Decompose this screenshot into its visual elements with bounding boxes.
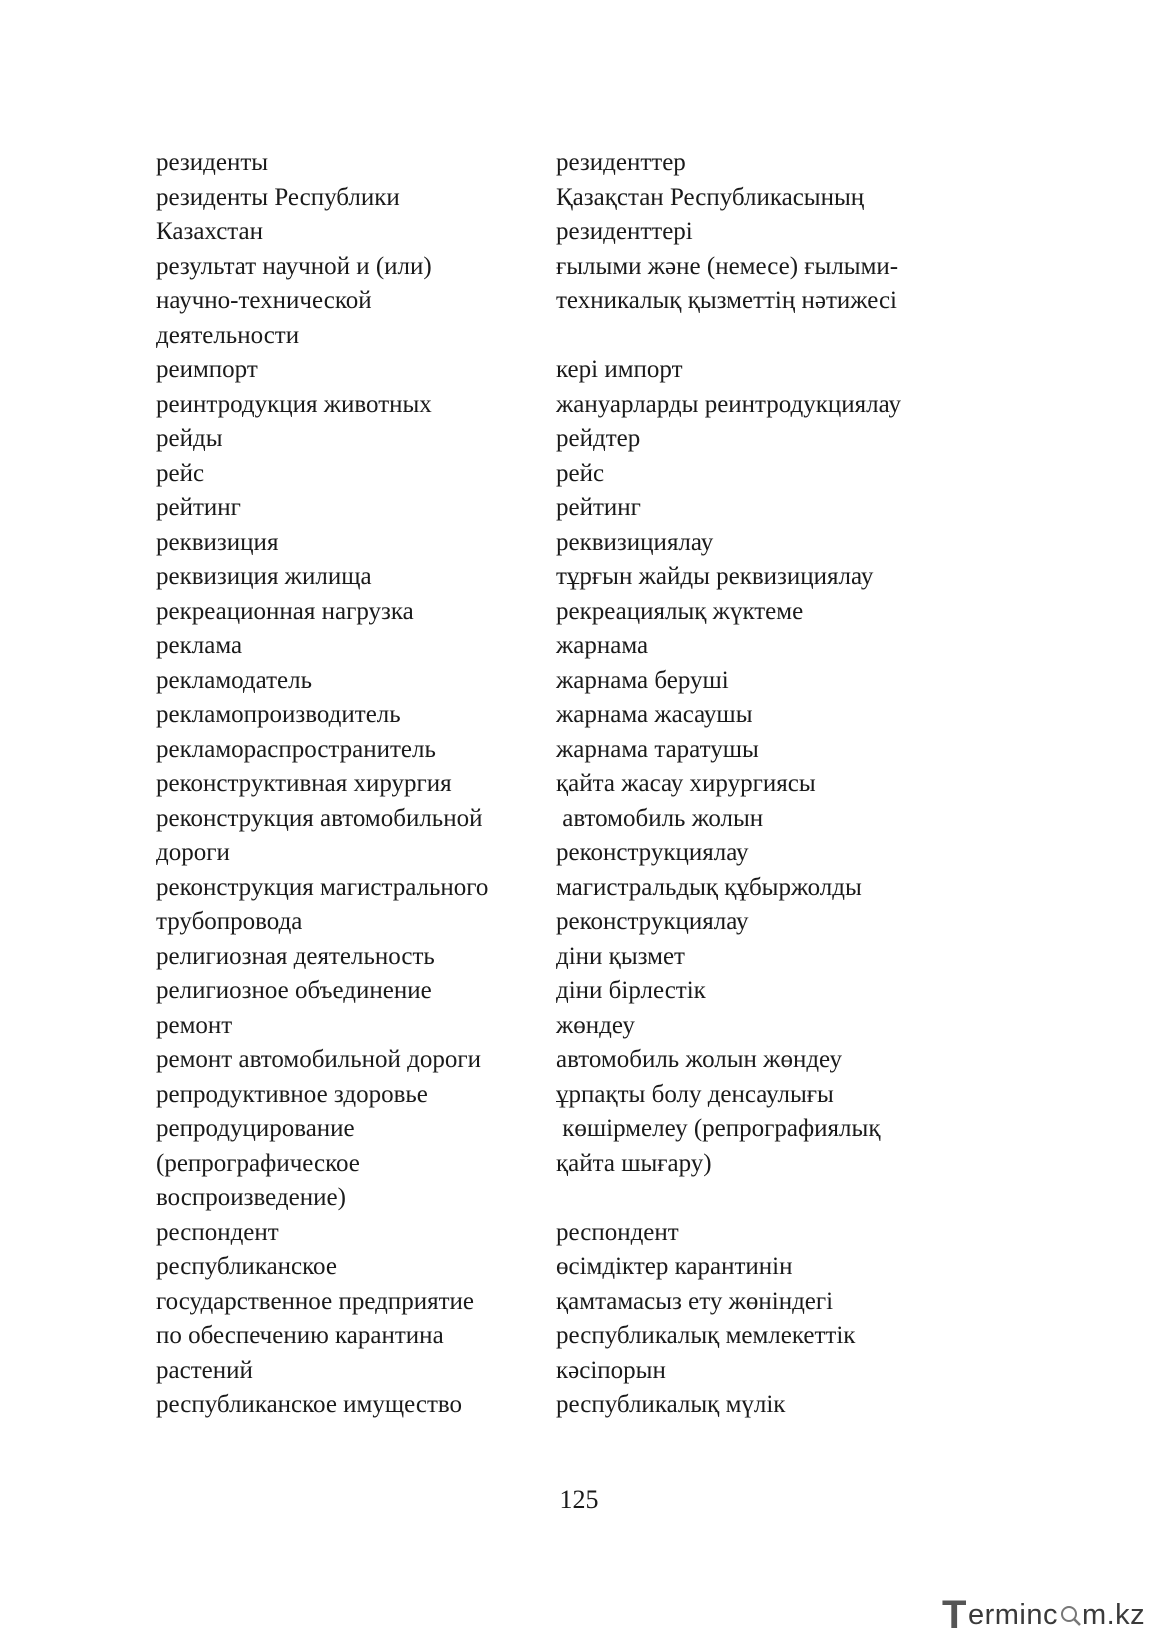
- glossary-entry: [156, 1112, 976, 1216]
- kazakh-term: Қазақстан Республикасының резиденттері: [556, 183, 865, 245]
- glossary-entry: [156, 1250, 976, 1388]
- kazakh-term: автомобиль жолын реконструкциялау: [556, 804, 764, 866]
- russian-term: реквизиция жилища: [156, 563, 372, 590]
- glossary-entry: [156, 1009, 976, 1044]
- russian-term: реимпорт: [156, 356, 258, 383]
- russian-term: республиканское государственное предприятие по обеспечению карантина растений: [156, 1253, 474, 1384]
- russian-term: рейды: [156, 425, 223, 452]
- kazakh-term: автомобиль жолын жөндеу: [556, 1046, 843, 1073]
- russian-term: рейс: [156, 459, 205, 487]
- glossary-entry: [156, 974, 976, 1009]
- russian-term: рекламопроизводитель: [156, 701, 401, 728]
- russian-term: реконструкция автомобильной дороги: [156, 804, 483, 866]
- kazakh-term: республикалық мүлік: [556, 1391, 786, 1418]
- russian-term: реконструктивная хирургия: [156, 770, 452, 797]
- russian-term: рекреационная нагрузка: [156, 597, 414, 625]
- glossary-entry: [156, 388, 976, 423]
- kazakh-term: рекреациялық жүктеме: [556, 597, 804, 625]
- russian-term: резиденты Республики Казахстан: [156, 183, 400, 245]
- page-number: 125: [559, 1485, 599, 1514]
- kazakh-term: діни бірлестік: [556, 977, 706, 1004]
- kazakh-term: қайта жасау хирургиясы: [556, 770, 816, 797]
- site-watermark: [942, 1593, 1146, 1637]
- kazakh-term: реквизициялау: [556, 528, 714, 556]
- glossary-entry: [156, 629, 976, 664]
- glossary-entry: [156, 1216, 976, 1251]
- kazakh-term: респондент: [556, 1218, 679, 1246]
- russian-term: ремонт автомобильной дороги: [156, 1046, 482, 1073]
- glossary-entry: [156, 146, 976, 181]
- glossary-entry: [156, 526, 976, 561]
- glossary-entry: [156, 491, 976, 526]
- kazakh-term: көшірмелеу (репрографиялық қайта шығару): [556, 1115, 881, 1177]
- russian-term: результат научной и (или) научно-технической деятельности: [156, 252, 432, 349]
- glossary-entry: [156, 560, 976, 595]
- russian-term: реинтродукция животных: [156, 390, 432, 418]
- kazakh-term: өсімдіктер карантинін қамтамасыз ету жөніндегі республикалық мемлекеттік кәсіпорын: [556, 1253, 856, 1384]
- watermark-text-part1: erminc: [967, 1598, 1058, 1631]
- kazakh-term: жарнама беруші: [556, 666, 729, 694]
- kazakh-term: діни қызмет: [556, 942, 685, 970]
- kazakh-term: жөндеу: [556, 1011, 635, 1039]
- glossary-entry: [156, 1078, 976, 1113]
- kazakh-term: жарнама: [556, 632, 649, 659]
- glossary-entry: [156, 457, 976, 492]
- kazakh-term: ғылыми және (немесе) ғылыми- техникалық қызметтің нәтижесі: [556, 252, 899, 314]
- russian-term: реклама: [156, 632, 243, 659]
- kazakh-term: рейдтер: [556, 425, 641, 452]
- glossary-entry: [156, 733, 976, 768]
- glossary-entry: [156, 767, 976, 802]
- russian-term: республиканское имущество: [156, 1391, 463, 1418]
- russian-term: рейтинг: [156, 494, 241, 521]
- kazakh-term: ұрпақты болу денсаулығы: [556, 1080, 834, 1108]
- kazakh-term: магистральдық құбыржолды реконструкциялау: [556, 873, 862, 935]
- russian-term: респондент: [156, 1218, 279, 1246]
- kazakh-term: тұрғын жайды реквизициялау: [556, 563, 874, 590]
- glossary-entry: [156, 181, 976, 250]
- kazakh-term: жарнама жасаушы: [556, 701, 753, 728]
- kazakh-term: кері импорт: [556, 356, 683, 383]
- glossary-table: [156, 146, 976, 1423]
- kazakh-term: рейс: [556, 459, 605, 487]
- glossary-entry: [156, 1043, 976, 1078]
- russian-term: религиозная деятельность: [156, 942, 435, 970]
- watermark-text-part2: m.kz: [1081, 1598, 1146, 1631]
- glossary-entry: [156, 422, 976, 457]
- russian-term: рекламодатель: [156, 666, 312, 694]
- russian-term: репродуктивное здоровье: [156, 1080, 428, 1108]
- russian-term: ремонт: [156, 1011, 233, 1039]
- magnifier-icon: [1059, 1604, 1081, 1626]
- russian-term: религиозное объединение: [156, 977, 432, 1004]
- glossary-entry: [156, 871, 976, 940]
- glossary-entry: [156, 664, 976, 699]
- russian-term: резиденты: [156, 149, 269, 176]
- kazakh-term: резиденттер: [556, 149, 686, 176]
- glossary-entry: [156, 1388, 976, 1423]
- watermark-first-letter: T: [942, 1593, 967, 1637]
- kazakh-term: рейтинг: [556, 494, 641, 521]
- glossary-entry: [156, 595, 976, 630]
- glossary-entry: [156, 940, 976, 975]
- glossary-entry: [156, 802, 976, 871]
- glossary-entry: [156, 250, 976, 354]
- kazakh-term: жарнама таратушы: [556, 735, 759, 763]
- russian-term: реквизиция: [156, 528, 279, 556]
- russian-term: репродуцирование (репрографическое воспроизведение): [156, 1115, 360, 1211]
- glossary-entry: [156, 698, 976, 733]
- russian-term: рекламораспространитель: [156, 735, 436, 763]
- kazakh-term: жануарларды реинтродукциялау: [556, 390, 901, 418]
- russian-term: реконструкция магистрального трубопровода: [156, 873, 489, 935]
- glossary-entry: [156, 353, 976, 388]
